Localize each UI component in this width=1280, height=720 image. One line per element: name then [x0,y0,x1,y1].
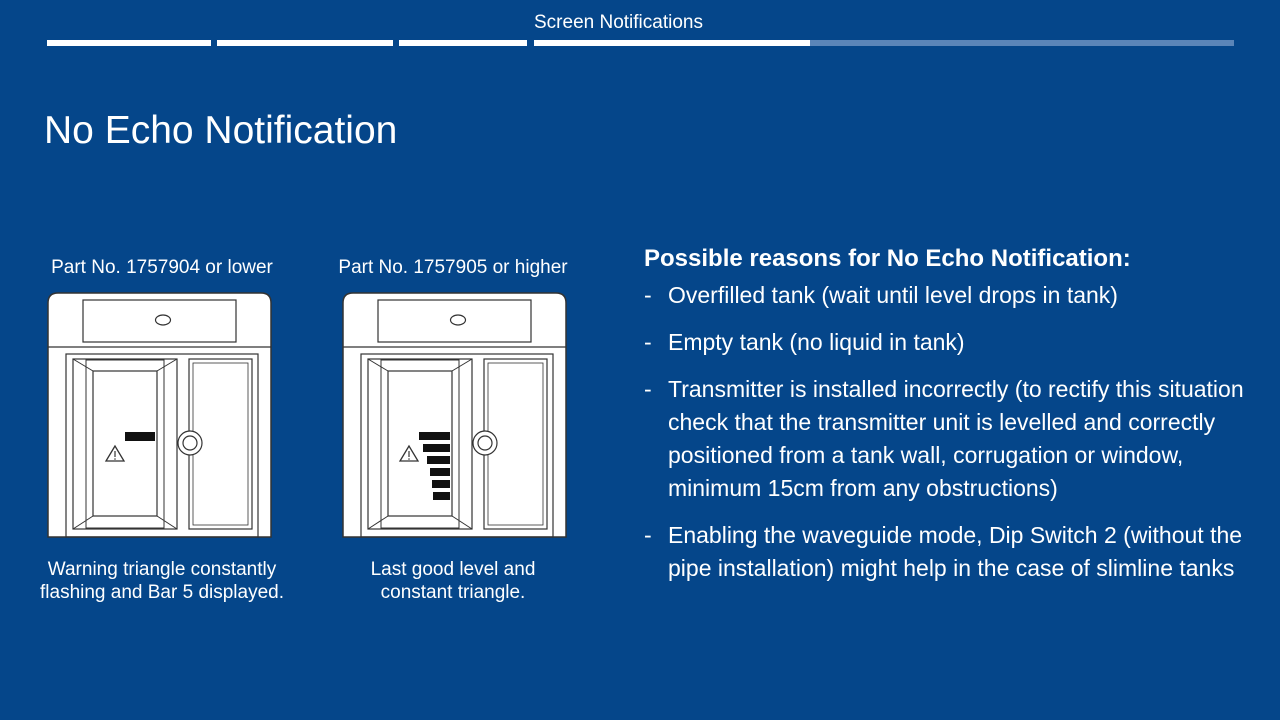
panel-lower-caption [40,558,284,604]
panel-part-higher [330,256,576,280]
display-unit-lower [46,291,273,539]
progress-segment-2 [217,40,393,46]
panel-higher-caption [336,558,570,604]
reasons-list [644,279,1254,585]
part-number-label: Part No. 1757904 or lower [51,257,273,278]
progress-segment-1 [47,40,211,46]
display-unit-higher [341,291,568,539]
progress-segment-4 [534,40,810,46]
reason-item: - Overfilled tank (wait until level drops in tank) [644,282,1118,308]
panel-part-lower [40,256,284,280]
panel-caption: Warning triangle constantly flashing and Bar 5 displayed. [40,559,284,603]
progress-bar [47,40,1234,46]
reason-item: - Enabling the waveguide mode, Dip Switch 2 (without the pipe installation) might help in the case of slimline tanks [644,522,1243,581]
section-title: Screen Notifications [534,12,703,33]
part-number-label: Part No. 1757905 or higher [338,257,568,278]
page-title: No Echo Notification [44,109,398,152]
level-bar-icon [125,432,155,441]
progress-segment-5 [810,40,1234,46]
reasons-heading: Possible reasons for No Echo Notification: [644,245,1131,272]
reasons-section [644,242,1254,599]
progress-segment-3 [399,40,527,46]
panel-caption: Last good level and constant triangle. [370,559,536,603]
reason-item: - Empty tank (no liquid in tank) [644,329,965,355]
reason-item: - Transmitter is installed incorrectly (to rectify this situation check that the transmitter unit is levelled and correctly positioned from a tank wall, corrugation or window, minimum 15cm from any obstructions) [644,376,1244,501]
